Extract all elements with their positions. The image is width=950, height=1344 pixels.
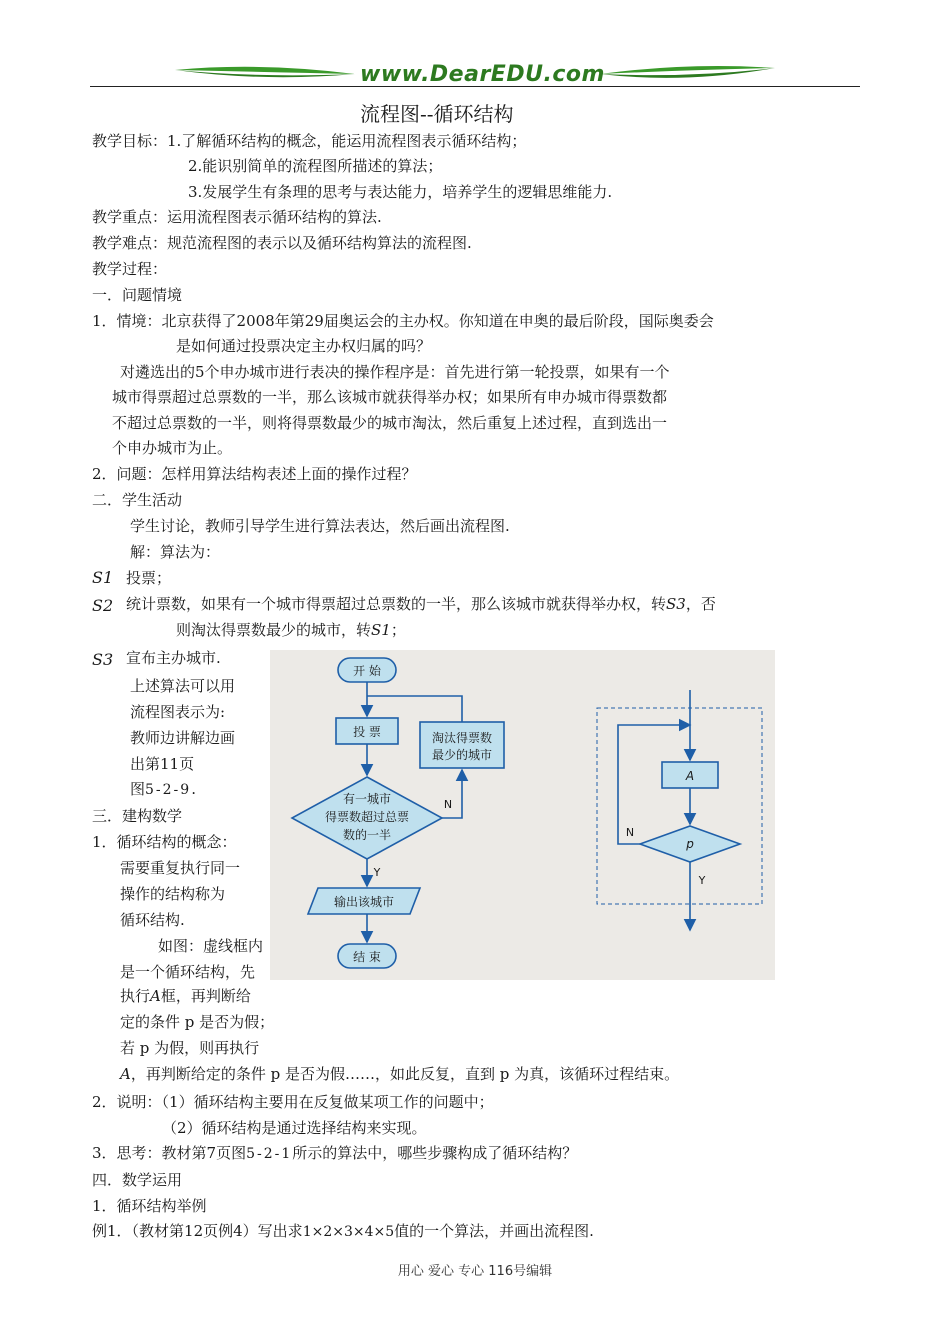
note-line-2: （2）循环结构是通过选择结构来实现。: [162, 1119, 427, 1137]
step-2-semicolon: ；: [390, 621, 406, 639]
label-cond-2: 得票数超过总票: [324, 810, 410, 824]
desc-line-5: [130, 779, 196, 800]
step-2-label: S2: [92, 596, 114, 615]
process-heading: 教学过程：: [92, 260, 168, 278]
label-cond-3: 数的一半: [342, 828, 392, 842]
note-line-1: 2．说明：（1）循环结构主要用在反复做某项工作的问题中；: [92, 1093, 494, 1111]
concept-judge: 框，再判断给: [160, 987, 251, 1005]
desc-line-2: 流程图表示为:: [130, 703, 226, 721]
desc-fig-number: 5-2-9: [145, 782, 192, 798]
section-2-heading: 二．学生活动: [92, 491, 183, 509]
paragraph-line-4: 个申办城市为止。: [112, 439, 233, 457]
situation-line-2: 是如何通过投票决定主办权归属的吗？: [176, 337, 432, 355]
label-box-a: A: [685, 769, 695, 783]
step-2-goto-s1: S1: [371, 621, 391, 639]
section-1-heading: 一．问题情境: [92, 286, 183, 304]
example-1-line: [92, 1221, 594, 1242]
label-elim-1: 淘汰得票数: [431, 731, 493, 745]
concept-line-8: 定的条件 p 是否为假；: [120, 1013, 275, 1031]
solution-line: 解：算法为：: [130, 543, 221, 561]
concept-line-9: 若 p 为假，则再执行: [120, 1039, 260, 1057]
page-footer: 用心 爱心 专心 116号编辑: [397, 1264, 553, 1279]
header-rule: [90, 86, 860, 87]
think-c: 所示的算法中，哪些步骤构成了循环结构？: [292, 1144, 578, 1162]
label-yes-2: Y: [698, 874, 706, 887]
concept-line-1: 1．循环结构的概念：: [92, 833, 237, 851]
goal-line-1: 教学目标：1.了解循环结构的概念，能运用流程图表示循环结构；: [92, 132, 527, 150]
label-yes: Y: [373, 866, 381, 879]
step-2-text: [126, 594, 716, 614]
flowchart-figure: [270, 650, 775, 980]
label-end: 结 束: [353, 950, 381, 964]
example-1-c: 值的一个算法，并画出流程图.: [394, 1222, 594, 1240]
situation-line-1: 1．情境：北京获得了2008年第29届奥运会的主办权。你知道在申奥的最后阶段，国际奥委会: [92, 312, 714, 330]
goal-line-3: 3.发展学生有条理的思考与表达能力，培养学生的逻辑思维能力.: [188, 183, 613, 201]
concept-line-2: 需要重复执行同一: [120, 859, 241, 877]
desc-period: .: [191, 780, 196, 798]
step-2-goto-s3: S3: [666, 595, 686, 613]
concept-line-4: 循环结构.: [120, 911, 185, 929]
label-elim-2: 最少的城市: [431, 748, 493, 762]
flowchart-svg: [270, 650, 775, 980]
section-4-heading: 四．数学运用: [92, 1171, 183, 1189]
section-3-heading: 三．建构数学: [92, 807, 183, 825]
step-2-text-end: ，否: [685, 595, 716, 613]
label-start: 开 始: [353, 664, 381, 678]
label-cond-p: p: [686, 837, 694, 851]
step-2-text-line-2: [176, 620, 406, 640]
step-1-label: S1: [92, 568, 114, 587]
key-point: 教学重点：运用流程图表示循环结构的算法.: [92, 208, 382, 226]
concept-exec: 执行: [120, 987, 151, 1005]
question-line: 2．问题：怎样用算法结构表述上面的操作过程？: [92, 465, 417, 483]
think-a: 3．思考：教材第7页图: [92, 1144, 247, 1162]
loop-dashed-frame: [597, 708, 762, 904]
example-1-expression: 1×2×3×4×5: [302, 1224, 395, 1240]
discussion-line: 学生讨论，教师引导学生进行算法表达，然后画出流程图.: [130, 517, 510, 535]
label-cond-1: 有一城市: [342, 792, 392, 806]
desc-fig: 图: [130, 780, 146, 798]
label-output: 输出该城市: [333, 895, 395, 909]
goal-line-2: 2.能识别简单的流程图所描述的算法；: [188, 157, 443, 175]
paragraph-line-2: 城市得票超过总票数的一半，那么该城市就获得举办权；如果所有申办城市得票数都: [112, 388, 668, 406]
concept-box-a: A: [150, 987, 161, 1005]
page-title: 流程图--循环结构: [360, 102, 514, 126]
example-1-a: 例1．（教材第12页例4）写出求: [92, 1222, 303, 1240]
concept-line-3: 操作的结构称为: [120, 885, 226, 903]
concept-line-7: [120, 986, 251, 1006]
concept-line-5: 如图：虚线框内: [158, 937, 264, 955]
step-1-text: 投票；: [126, 569, 172, 587]
desc-line-3: 教师边讲解边画: [130, 729, 236, 747]
desc-line-4: 出第11页: [130, 755, 195, 773]
label-no-2: N: [625, 826, 635, 839]
paragraph-line-1: 对遴选出的5个申办城市进行表决的操作程序是：首先进行第一轮投票，如果有一个: [120, 363, 670, 381]
step-3-label: S3: [92, 650, 114, 669]
think-fig-number: 5-2-1: [246, 1146, 293, 1162]
concept-repeat: ，再判断给定的条件 p 是否为假……，如此反复，直到 p 为真，该循环过程结束。: [130, 1065, 680, 1083]
think-line: [92, 1143, 577, 1164]
difficulty: 教学难点：规范流程图的表示以及循环结构算法的流程图.: [92, 234, 472, 252]
step-3-text: 宣布主办城市.: [126, 649, 221, 667]
example-heading: 1．循环结构举例: [92, 1197, 207, 1215]
step-2-text-a: 统计票数，如果有一个城市得票超过总票数的一半，那么该城市就获得举办权，转: [126, 595, 667, 613]
paragraph-line-3: 不超过总票数的一半，则将得票数最少的城市淘汰，然后重复上述过程，直到选出一: [112, 414, 668, 432]
concept-line-10: [120, 1064, 679, 1084]
concept-box-a-2: A: [120, 1065, 131, 1083]
site-logo-text: www.DearEDU.com: [360, 62, 605, 87]
label-vote: 投 票: [353, 725, 381, 739]
desc-line-1: 上述算法可以用: [130, 677, 236, 695]
label-no: N: [443, 798, 453, 811]
step-2-text-b: 则淘汰得票数最少的城市，转: [176, 621, 372, 639]
concept-line-6: 是一个循环结构，先: [120, 963, 256, 981]
